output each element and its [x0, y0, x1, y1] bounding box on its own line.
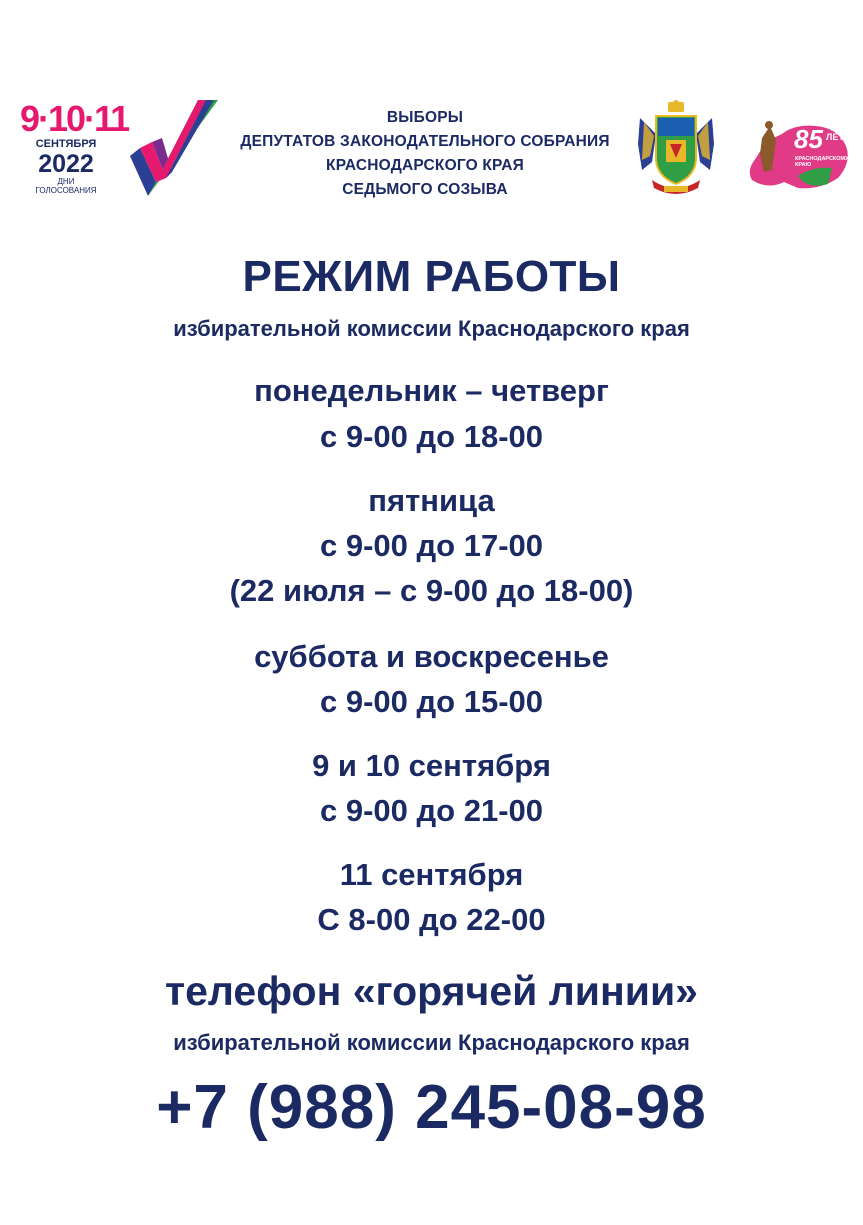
header [0, 80, 863, 220]
election-title-line: СЕДЬМОГО СОЗЫВА [342, 181, 508, 198]
anniversary-text: КРАСНОДАРСКОМУ КРАЮ [795, 156, 849, 168]
schedule-subtitle: избирательной комиссии Краснодарского края [173, 316, 690, 341]
voting-month: СЕНТЯБРЯ [35, 138, 97, 150]
election-title-line: КРАСНОДАРСКОГО КРАЯ [326, 157, 524, 174]
coat-of-arms-icon [636, 100, 716, 200]
anniversary-suffix: ЛЕТ [826, 132, 844, 142]
schedule-hours: с 9-00 до 18-00 [319, 419, 544, 454]
schedule-hours: С 8-00 до 22-00 [317, 902, 546, 937]
hotline-phone: +7 (988) 245-08-98 [156, 1073, 707, 1142]
schedule-note: (22 июля – с 9-00 до 18-00) [229, 573, 634, 608]
election-title-line: ВЫБОРЫ [386, 109, 464, 126]
election-title [225, 106, 625, 202]
checkmark-logo-icon [128, 98, 220, 202]
schedule-days: пятница [368, 483, 495, 518]
voting-year: 2022 [38, 150, 94, 178]
schedule-days: 9 и 10 сентября [312, 748, 551, 783]
schedule-hours: с 9-00 до 17-00 [319, 528, 544, 563]
voting-caption-line1: ДНИ [57, 177, 75, 186]
schedule-hours: с 9-00 до 21-00 [319, 793, 544, 828]
voting-days: 9·10·11 [20, 98, 129, 139]
schedule-days: 11 сентября [339, 857, 524, 892]
hotline-title: телефон «горячей линии» [165, 968, 698, 1014]
election-title-line: ДЕПУТАТОВ ЗАКОНОДАТЕЛЬНОГО СОБРАНИЯ [240, 133, 610, 150]
hotline-subtitle: избирательной комиссии Краснодарского края [173, 1030, 690, 1055]
voting-dates-block [20, 98, 129, 195]
voting-caption-line2: ГОЛОСОВАНИЯ [35, 186, 97, 195]
schedule-days: понедельник – четверг [254, 373, 609, 408]
schedule-title: РЕЖИМ РАБОТЫ [242, 252, 621, 301]
anniversary-number: 85 [794, 124, 823, 154]
schedule-hours: с 9-00 до 15-00 [319, 684, 544, 719]
schedule-days: суббота и воскресенье [254, 639, 609, 674]
